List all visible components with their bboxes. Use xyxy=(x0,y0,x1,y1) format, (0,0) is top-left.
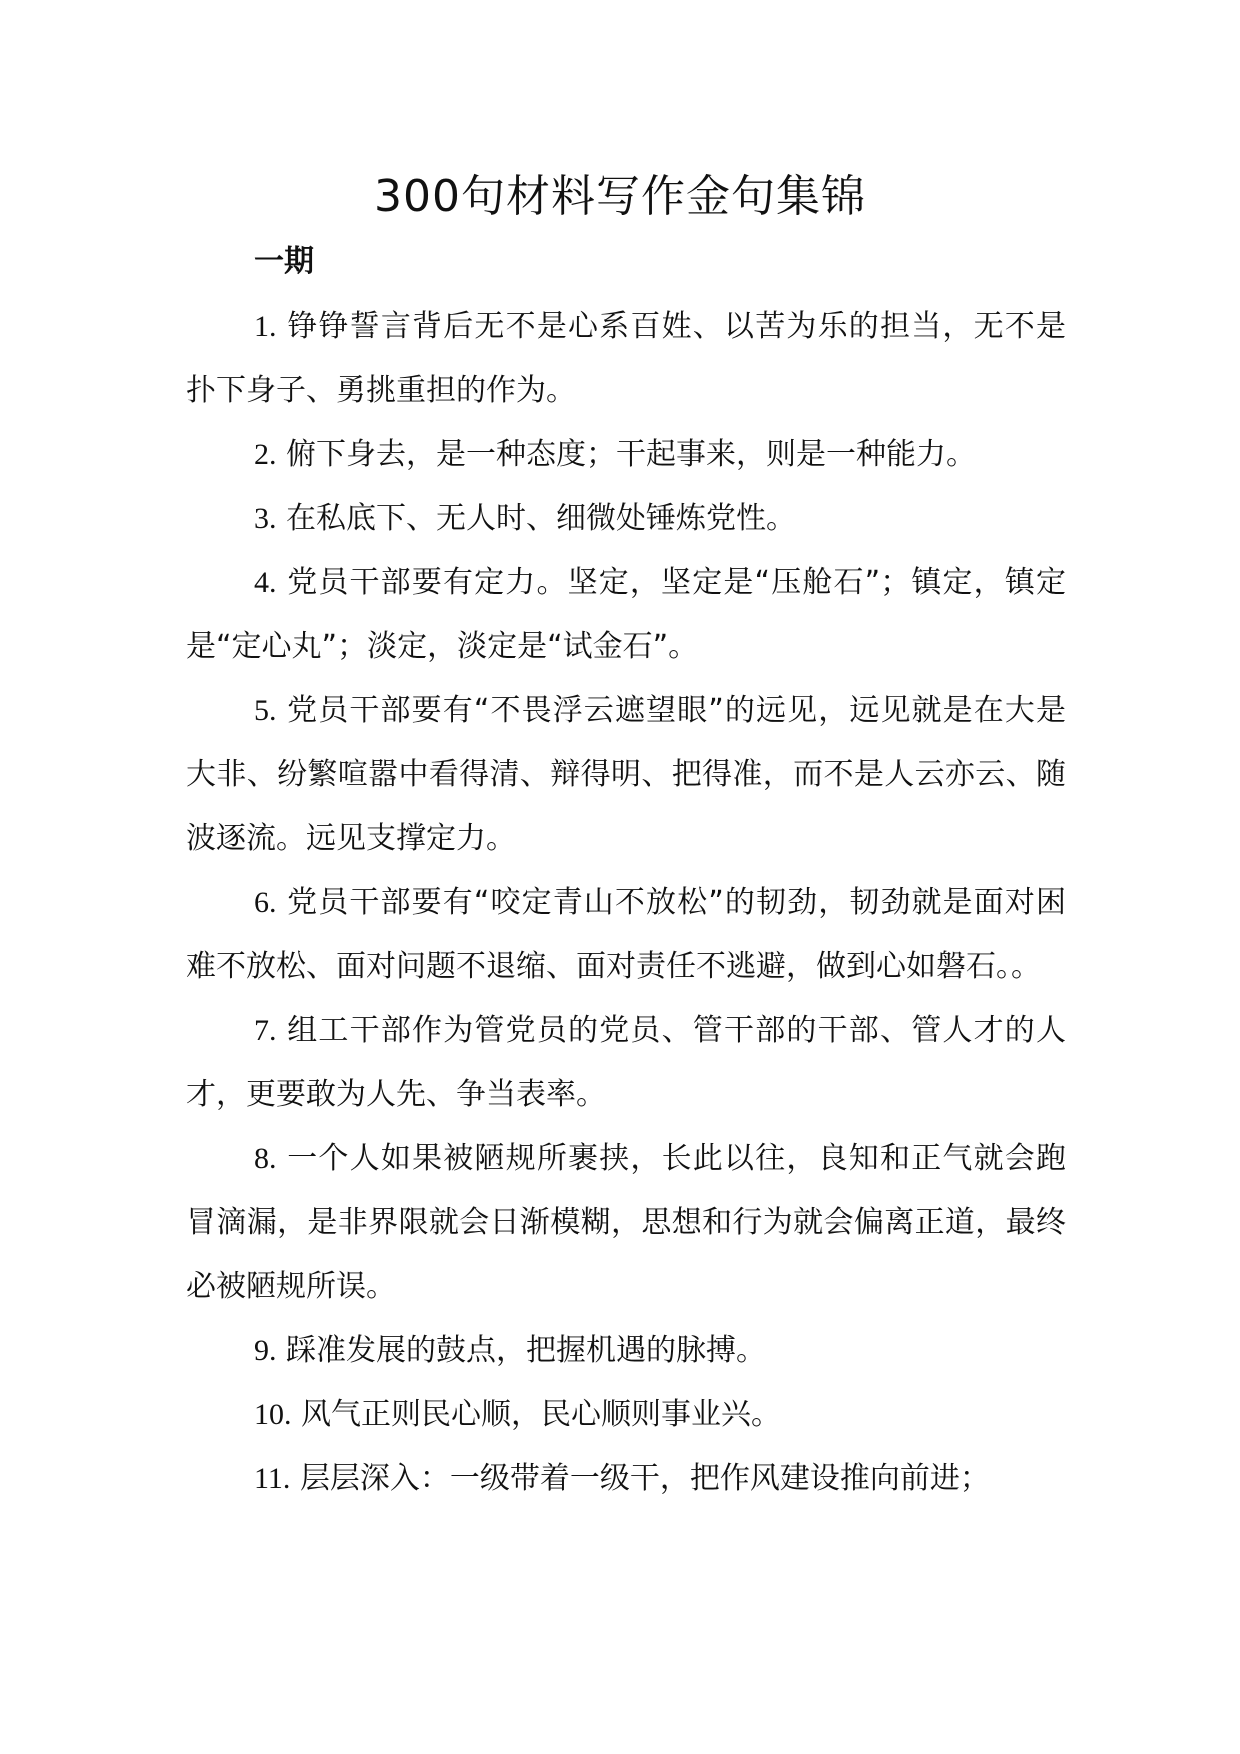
list-item xyxy=(186,295,1066,423)
item-text: 俯下身去，是一种态度；干起事来，则是一种能力。 xyxy=(286,437,977,472)
document-title: 300句材料写作金句集锦 xyxy=(374,171,866,222)
item-text: 层层深入：一级带着一级干，把作风建设推向前进； xyxy=(299,1461,990,1496)
list-item xyxy=(186,679,1066,871)
item-number: 7. xyxy=(254,1014,277,1047)
item-number: 10. xyxy=(254,1398,292,1431)
quote-list xyxy=(186,295,1066,1511)
item-text: 在私底下、无人时、细微处锤炼党性。 xyxy=(286,501,797,536)
item-number: 5. xyxy=(254,694,277,727)
item-text: 党员干部要有定力。坚定，坚定是“压舱石”；镇定，镇定是“定心丸”；淡定，淡定是“试金石”。 xyxy=(186,565,1066,664)
item-text: 风气正则民心顺，民心顺则事业兴。 xyxy=(301,1397,782,1432)
item-number: 3. xyxy=(254,502,277,535)
item-number: 9. xyxy=(254,1334,277,1367)
list-item xyxy=(186,1319,1066,1383)
list-item xyxy=(186,1383,1066,1447)
item-text: 踩准发展的鼓点，把握机遇的脉搏。 xyxy=(286,1333,767,1368)
item-number: 8. xyxy=(254,1142,277,1175)
item-number: 11. xyxy=(254,1462,291,1495)
section-label: 一期 xyxy=(254,244,314,279)
item-text: 党员干部要有“不畏浮云遮望眼”的远见，远见就是在大是大非、纷繁喧嚣中看得清、辩得明、把得准，而不是人云亦云、随波逐流。远见支撑定力。 xyxy=(186,693,1066,856)
item-text: 党员干部要有“咬定青山不放松”的韧劲，韧劲就是面对困难不放松、面对问题不退缩、面对责任不逃避，做到心如磐石。。 xyxy=(186,885,1066,984)
item-number: 4. xyxy=(254,566,277,599)
list-item xyxy=(186,999,1066,1127)
item-number: 1. xyxy=(254,310,277,343)
item-text: 组工干部作为管党员的党员、管干部的干部、管人才的人才，更要敢为人先、争当表率。 xyxy=(186,1013,1066,1112)
list-item xyxy=(186,423,1066,487)
item-number: 6. xyxy=(254,886,277,919)
item-text: 一个人如果被陋规所裹挟，长此以往，良知和正气就会跑冒滴漏，是非界限就会日渐模糊，思想和行为就会偏离正道，最终必被陋规所误。 xyxy=(186,1141,1066,1304)
item-number: 2. xyxy=(254,438,277,471)
list-item xyxy=(186,487,1066,551)
list-item xyxy=(186,871,1066,999)
list-item xyxy=(186,1447,1066,1511)
item-text: 铮铮誓言背后无不是心系百姓、以苦为乐的担当，无不是扑下身子、勇挑重担的作为。 xyxy=(186,309,1066,408)
list-item xyxy=(186,551,1066,679)
list-item xyxy=(186,1127,1066,1319)
